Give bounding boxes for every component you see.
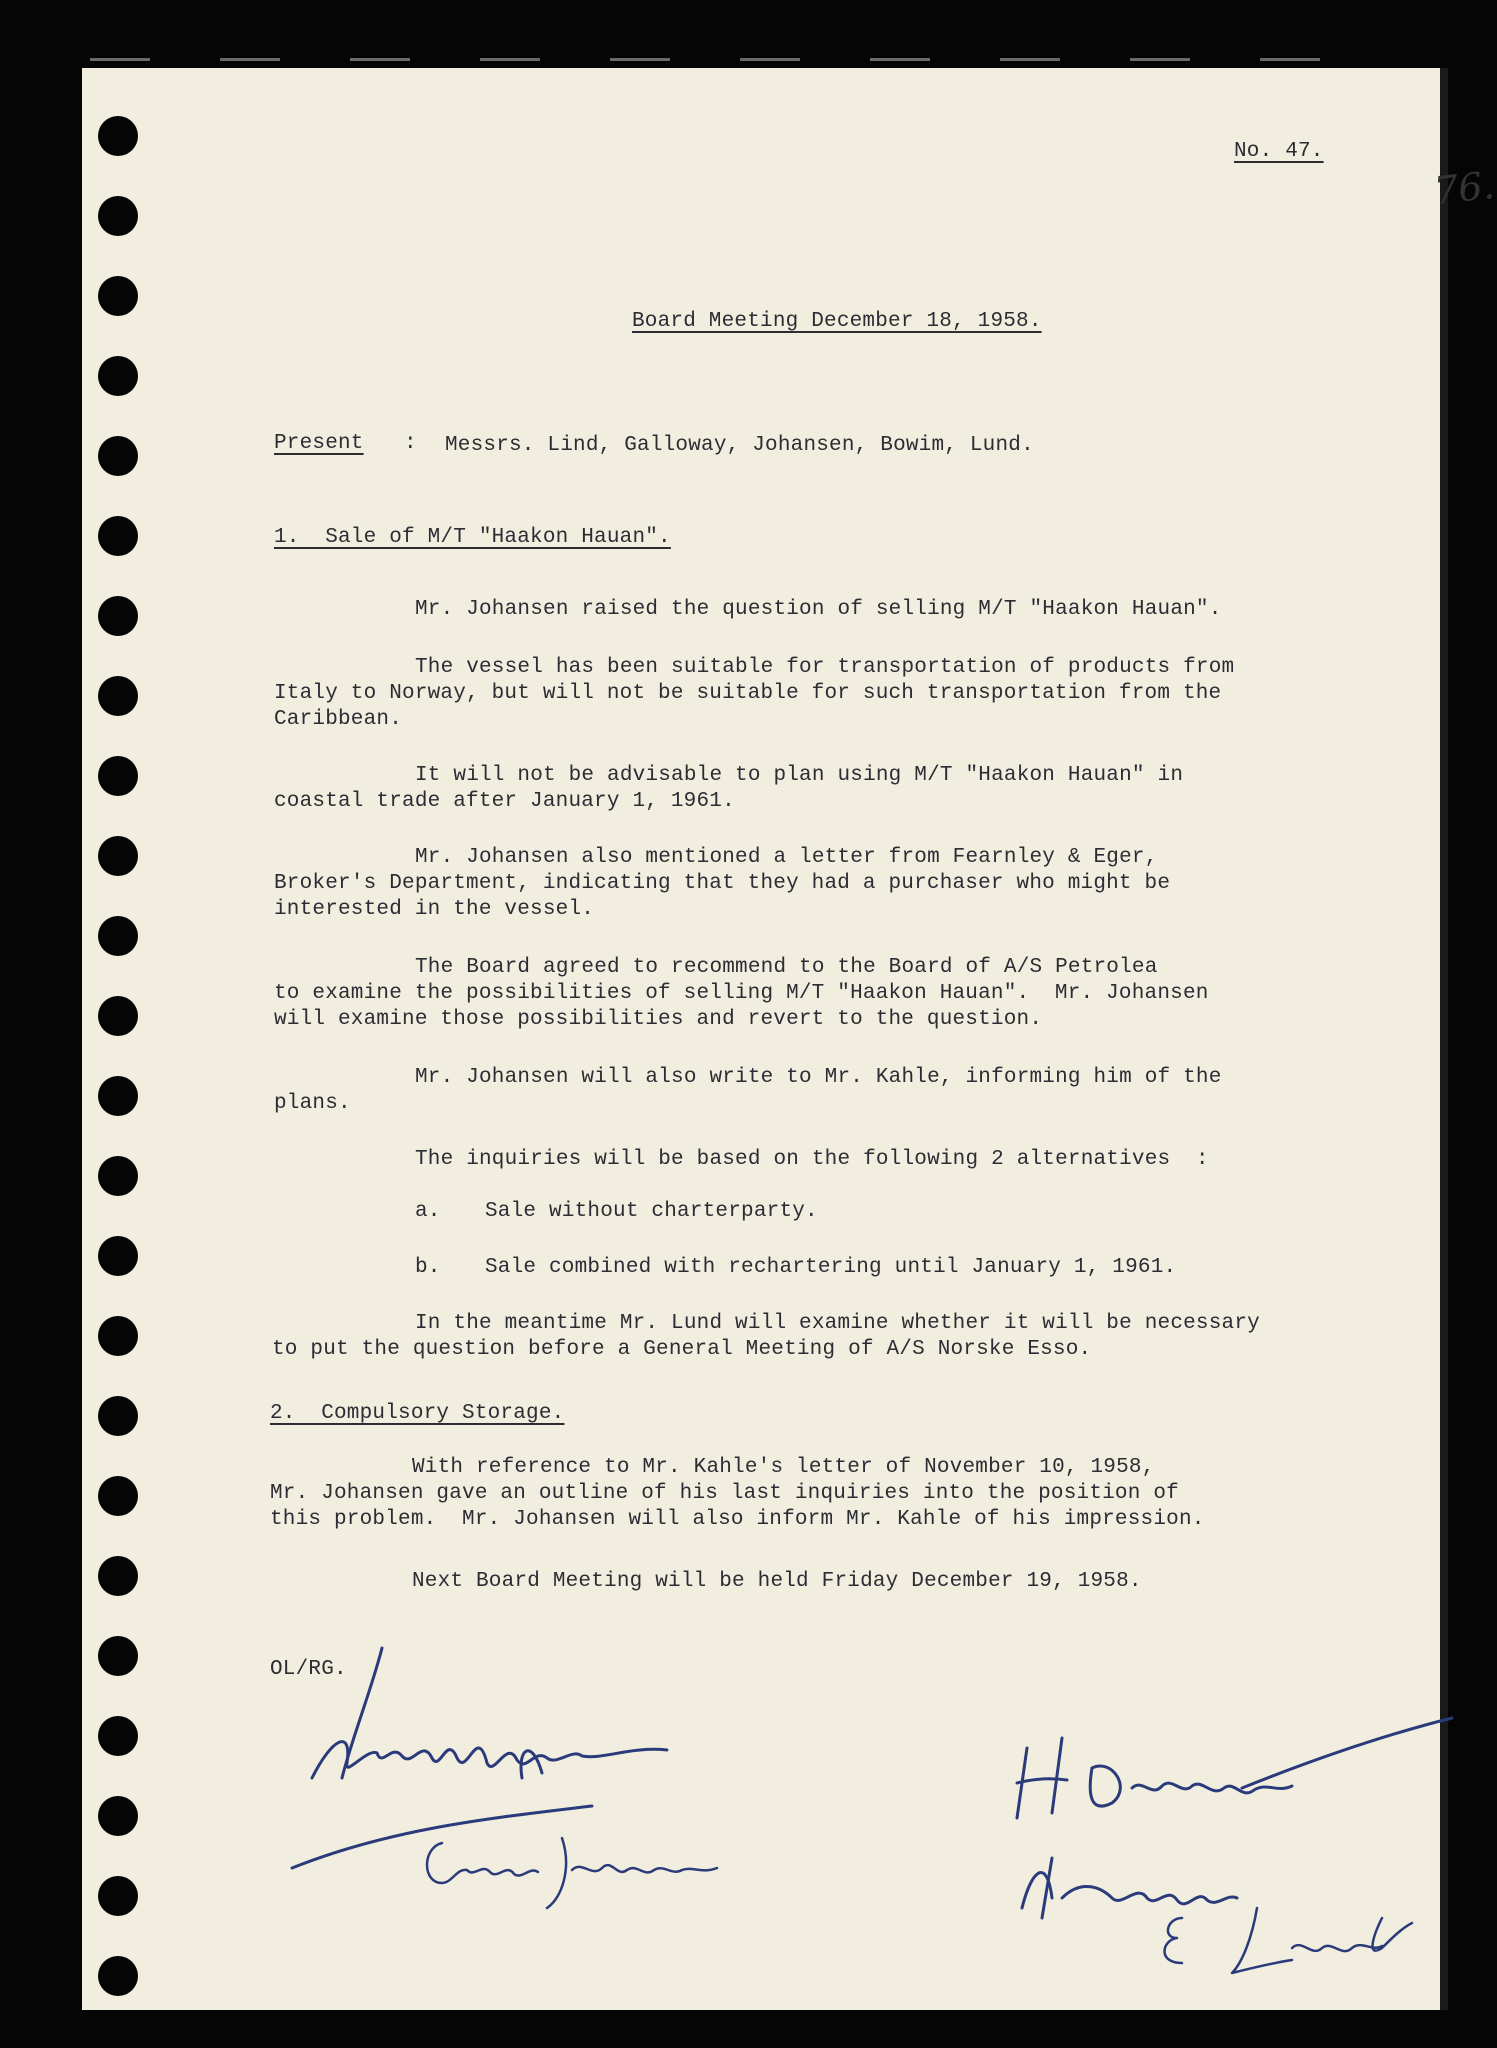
present-names: Messrs. Lind, Galloway, Johansen, Bowim, Lund. [445, 434, 1034, 457]
section2-p1-line2: Mr. Johansen gave an outline of his last inquiries into the position of [270, 1482, 1179, 1505]
edge-mark [220, 58, 280, 61]
binder-hole [98, 1956, 138, 1996]
alternative-a-label: a. [415, 1200, 441, 1223]
section1-p4-line3: interested in the vessel. [274, 898, 595, 921]
binder-hole [98, 516, 138, 556]
section2-p1-line3: this problem. Mr. Johansen will also inform Mr. Kahle of his impression. [270, 1508, 1205, 1531]
edge-mark [90, 58, 150, 61]
section1-p2-line1: The vessel has been suitable for transportation of products from [415, 656, 1235, 679]
section2-p1-line1: With reference to Mr. Kahle's letter of November 10, 1958, [412, 1456, 1155, 1479]
binder-hole [98, 1396, 138, 1436]
section1-p8-line1: In the meantime Mr. Lund will examine whether it will be necessary [415, 1312, 1260, 1335]
edge-mark [610, 58, 670, 61]
section1-p6-line2: plans. [274, 1092, 351, 1115]
binder-hole [98, 1316, 138, 1356]
binder-hole [98, 836, 138, 876]
binder-hole [98, 1076, 138, 1116]
alternative-a-text: Sale without charterparty. [485, 1200, 818, 1223]
edge-mark [1000, 58, 1060, 61]
section1-p2-line2: Italy to Norway, but will not be suitable for such transportation from the [274, 682, 1222, 705]
folio-number: 76. [1431, 162, 1497, 214]
initials: OL/RG. [270, 1658, 347, 1681]
binder-hole [98, 756, 138, 796]
edge-mark [740, 58, 800, 61]
section1-p7: The inquiries will be based on the following 2 alternatives : [415, 1148, 1209, 1171]
section1-p6-line1: Mr. Johansen will also write to Mr. Kahle, informing him of the [415, 1066, 1222, 1089]
binder-hole [98, 1556, 138, 1596]
binder-hole [98, 1236, 138, 1276]
section1-p3-line1: It will not be advisable to plan using M/T "Haakon Hauan" in [415, 764, 1184, 787]
section1-heading: 1. Sale of M/T "Haakon Hauan". [274, 526, 671, 549]
next-meeting: Next Board Meeting will be held Friday December 19, 1958. [412, 1570, 1142, 1593]
edge-mark [1260, 58, 1320, 61]
alternative-b-text: Sale combined with rechartering until January 1, 1961. [485, 1256, 1177, 1279]
edge-mark [480, 58, 540, 61]
binder-hole [98, 1796, 138, 1836]
section1-p5-line2: to examine the possibilities of selling M/T "Haakon Hauan". Mr. Johansen [274, 982, 1209, 1005]
section1-p3-line2: coastal trade after January 1, 1961. [274, 790, 735, 813]
binder-hole [98, 1876, 138, 1916]
present-label: Present [274, 432, 364, 455]
binder-hole [98, 276, 138, 316]
section1-p4-line1: Mr. Johansen also mentioned a letter from Fearnley & Eger, [415, 846, 1158, 869]
edge-mark [870, 58, 930, 61]
document-title: Board Meeting December 18, 1958. [632, 310, 1042, 333]
section1-p1: Mr. Johansen raised the question of selling M/T "Haakon Hauan". [415, 598, 1222, 621]
signature-johansen [412, 1808, 732, 1918]
edge-mark [350, 58, 410, 61]
signature-lund [1082, 1878, 1432, 1988]
section1-p4-line2: Broker's Department, indicating that they had a purchaser who might be [274, 872, 1171, 895]
binder-hole [98, 1636, 138, 1676]
binder-hole [98, 1716, 138, 1756]
binder-hole [98, 1156, 138, 1196]
present-separator: : [404, 432, 417, 455]
binder-hole [98, 356, 138, 396]
binder-hole [98, 1476, 138, 1516]
binder-hole [98, 916, 138, 956]
binder-hole [98, 596, 138, 636]
binder-hole [98, 196, 138, 236]
section2-heading: 2. Compulsory Storage. [270, 1402, 565, 1425]
section1-p5-line3: will examine those possibilities and revert to the question. [274, 1008, 1043, 1031]
section1-p2-line3: Caribbean. [274, 708, 403, 731]
binder-hole [98, 996, 138, 1036]
edge-mark [1130, 58, 1190, 61]
binder-hole [98, 676, 138, 716]
binder-hole [98, 436, 138, 476]
document-page [82, 68, 1497, 2010]
section1-p8-line2: to put the question before a General Meeting of A/S Norske Esso. [272, 1338, 1092, 1361]
section1-p5-line1: The Board agreed to recommend to the Board of A/S Petrolea [415, 956, 1158, 979]
binder-hole [98, 116, 138, 156]
document-number: No. 47. [1234, 140, 1324, 163]
alternative-b-label: b. [415, 1256, 441, 1279]
